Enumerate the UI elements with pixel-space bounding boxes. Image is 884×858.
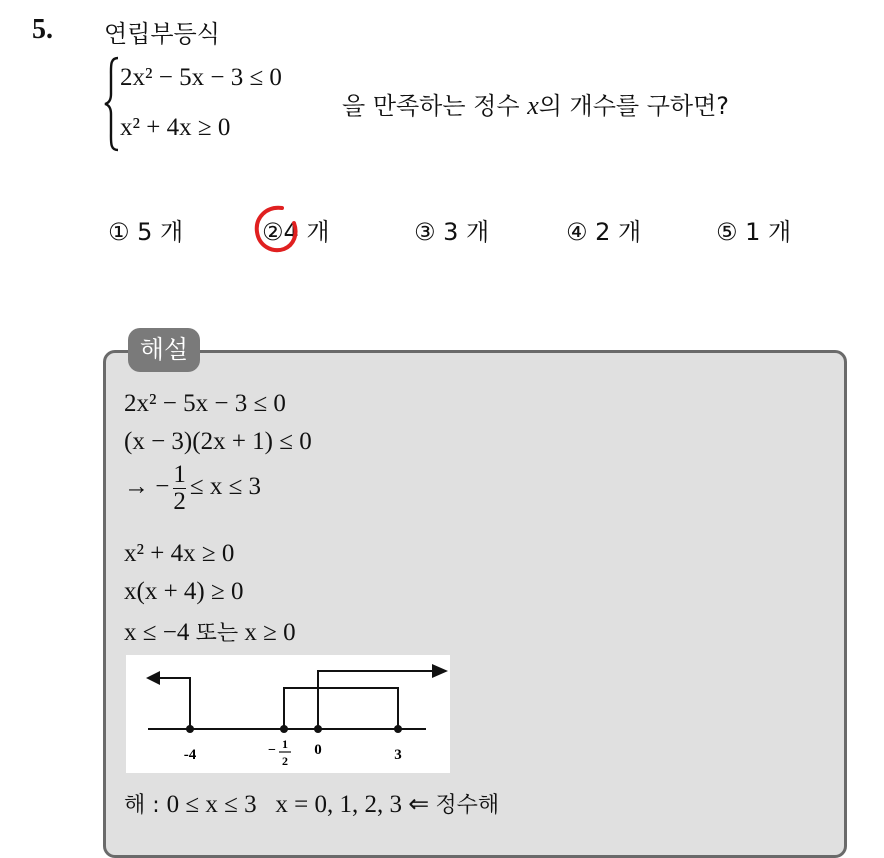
choice-3[interactable]: ③ 3 개 — [414, 218, 490, 246]
tick-label-half-num: 1 — [282, 737, 288, 751]
question-text: 을 만족하는 정수 x의 개수를 구하면? — [342, 91, 730, 120]
answer-choices — [0, 212, 884, 252]
point-minus-half — [280, 725, 288, 733]
choice-5[interactable]: ⑤ 1 개 — [716, 218, 792, 246]
solution-step-1: 2x² − 5x − 3 ≤ 0 — [124, 390, 286, 417]
choice-4[interactable]: ④ 2 개 — [566, 218, 642, 246]
selection-circle-icon — [252, 204, 302, 256]
brace-icon — [104, 56, 120, 152]
point-0 — [314, 725, 322, 733]
solution-step-4: x² + 4x ≥ 0 — [124, 540, 235, 567]
region-minus-half-to-3 — [284, 688, 398, 729]
solution-label: 해설 — [128, 328, 200, 372]
region-x-ge-0 — [318, 671, 436, 729]
point-minus4 — [186, 725, 194, 733]
point-3 — [394, 725, 402, 733]
solution-step-3: → − $\frac{1}{2}$ ≤ x ≤ 3 — [124, 461, 262, 515]
problem-title: 연립부등식 — [104, 20, 220, 48]
solution-answer: 해 : 0 ≤ x ≤ 3 x = 0, 1, 2, 3 ⇐ 정수해 — [124, 791, 500, 818]
solution-step-5: x(x + 4) ≥ 0 — [124, 578, 244, 605]
tick-label-half-den: 2 — [282, 754, 288, 768]
solution-step-2: (x − 3)(2x + 1) ≤ 0 — [124, 428, 312, 455]
solution-step-6: x ≤ −4 또는 x ≥ 0 — [124, 619, 296, 646]
region-x-le-minus4 — [150, 678, 190, 729]
tick-label-half-sign: − — [268, 743, 276, 758]
left-arrow-head — [146, 671, 160, 685]
tick-label-3: 3 — [394, 747, 402, 763]
inequality-system — [104, 56, 324, 152]
right-arrow-head — [432, 664, 448, 678]
choice-1[interactable]: ① 5 개 — [108, 218, 184, 246]
number-line-diagram — [126, 655, 450, 773]
choice-2[interactable]: ②4 개 — [262, 218, 330, 246]
tick-label-0: 0 — [314, 742, 322, 758]
problem-number: 5. — [32, 14, 53, 45]
tick-label-minus4: -4 — [183, 747, 197, 763]
inequality-2: x² + 4x ≥ 0 — [120, 114, 231, 141]
inequality-1: 2x² − 5x − 3 ≤ 0 — [120, 64, 282, 91]
